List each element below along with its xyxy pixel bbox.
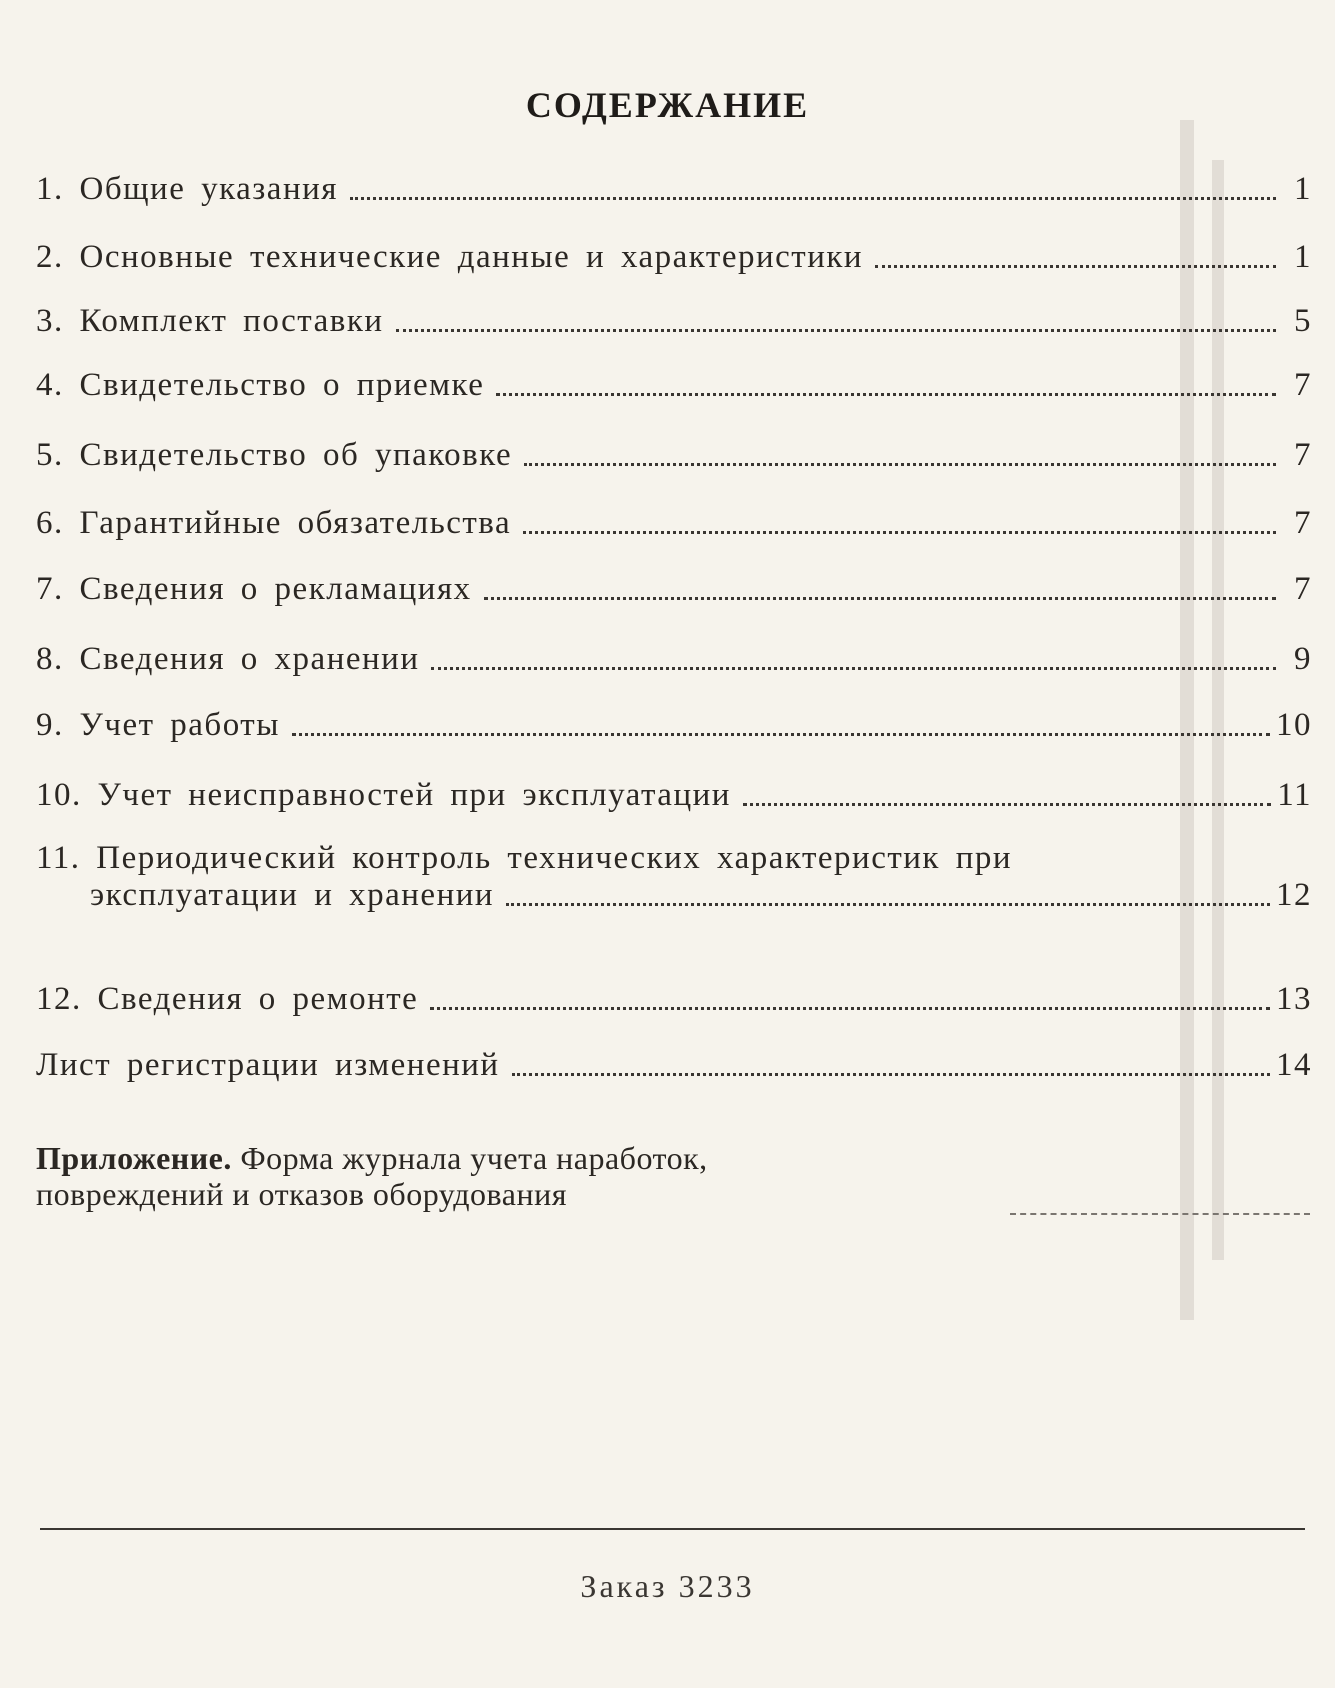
- toc-entry-text: 6. Гарантийные обязательства: [36, 505, 512, 541]
- toc-page-number: 11: [1277, 777, 1312, 813]
- toc-entry-text: 4. Свидетельство о приемке: [36, 367, 485, 403]
- dot-leader: [506, 903, 1270, 906]
- toc-page-number: 7: [1294, 437, 1312, 473]
- toc-page-number: 9: [1294, 641, 1312, 677]
- footer-rule: [40, 1528, 1305, 1530]
- toc-page-number: 1: [1294, 239, 1312, 275]
- toc-page-number: 5: [1294, 303, 1312, 339]
- toc-entry-change-log[interactable]: [36, 1036, 1312, 1084]
- toc-entry-3[interactable]: [36, 292, 1312, 340]
- toc-entry-text: Лист регистрации изменений: [36, 1047, 500, 1083]
- toc-page-number: 7: [1294, 571, 1312, 607]
- toc-entry-7[interactable]: [36, 560, 1312, 608]
- toc-entry-5[interactable]: [36, 426, 1312, 474]
- dot-leader: [524, 463, 1276, 466]
- toc-entry-text: 8. Сведения о хранении: [36, 641, 420, 677]
- dot-leader: [743, 803, 1271, 806]
- toc-page-number: 7: [1294, 505, 1312, 541]
- toc-page-number: 1: [1294, 171, 1312, 207]
- appendix-leader-line: [1010, 1213, 1310, 1215]
- appendix-text-line2: повреждений и отказов оборудования: [36, 1176, 567, 1212]
- dot-leader: [484, 597, 1276, 600]
- appendix-line1: [36, 1140, 1312, 1176]
- dot-leader: [292, 733, 1270, 736]
- page-title: СОДЕРЖАНИЕ: [525, 85, 810, 125]
- toc-page-number: 13: [1276, 981, 1312, 1017]
- toc-entry-text: 3. Комплект поставки: [36, 303, 384, 339]
- toc-entry-4[interactable]: [36, 356, 1312, 404]
- toc-entry-text: 10. Учет неисправностей при эксплуатации: [36, 777, 731, 813]
- toc-entry-1[interactable]: [36, 160, 1312, 208]
- toc-entry-10[interactable]: [36, 766, 1312, 814]
- dot-leader: [396, 329, 1276, 332]
- toc-page-number: 12: [1276, 877, 1312, 913]
- toc-entry-11[interactable]: [36, 840, 1312, 914]
- dot-leader: [523, 531, 1276, 534]
- dot-leader: [350, 197, 1276, 200]
- dot-leader: [431, 667, 1276, 670]
- toc-entry-text: 7. Сведения о рекламациях: [36, 571, 472, 607]
- dot-leader: [496, 393, 1276, 396]
- toc-entry-text: 12. Сведения о ремонте: [36, 981, 419, 1017]
- toc-entry-text: 1. Общие указания: [36, 171, 338, 207]
- toc-entry-text: 2. Основные технические данные и характеристики: [36, 239, 864, 275]
- toc-page-number: 7: [1294, 367, 1312, 403]
- toc-entry-9[interactable]: [36, 696, 1312, 744]
- appendix-entry[interactable]: [36, 1140, 1312, 1212]
- appendix-text-line1: Форма журнала учета наработок,: [240, 1140, 708, 1176]
- order-number: Заказ 3233: [580, 1568, 755, 1604]
- toc-entry-8[interactable]: [36, 630, 1312, 678]
- dot-leader: [875, 265, 1276, 268]
- toc-page-number: 10: [1276, 707, 1312, 743]
- toc-entry-text: 9. Учет работы: [36, 707, 280, 743]
- toc-entry-text-line1: 11. Периодический контроль технических характеристик при: [36, 840, 1013, 876]
- dot-leader: [512, 1073, 1270, 1076]
- toc-entry-text-line2: эксплуатации и хранении: [90, 877, 495, 913]
- toc-entry-2[interactable]: [36, 228, 1312, 276]
- toc-page-number: 14: [1276, 1047, 1312, 1083]
- appendix-label: Приложение.: [36, 1140, 232, 1176]
- toc-entry-12[interactable]: [36, 970, 1312, 1018]
- toc-entry-6[interactable]: [36, 494, 1312, 542]
- toc-entry-text: 5. Свидетельство об упаковке: [36, 437, 513, 473]
- dot-leader: [430, 1007, 1270, 1010]
